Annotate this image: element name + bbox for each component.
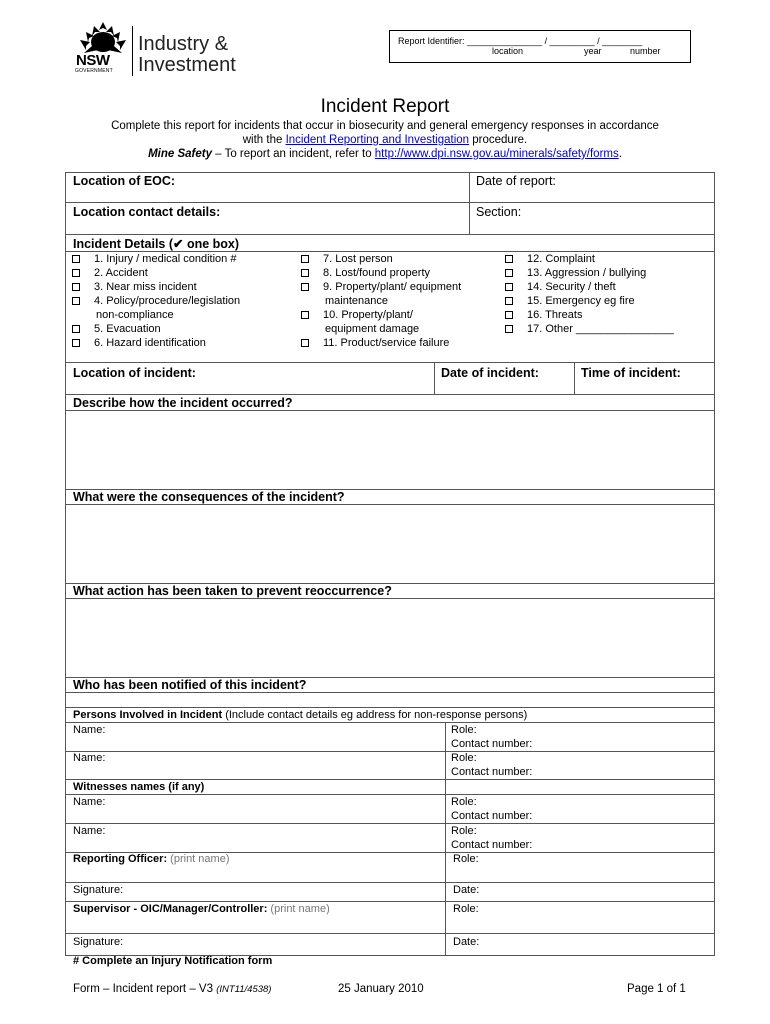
checkbox-injury[interactable]: 1. Injury / medical condition # — [72, 252, 236, 266]
witness-1-contact[interactable]: Contact number: — [451, 810, 533, 822]
checkbox-icon[interactable] — [505, 311, 513, 319]
person-1-role[interactable]: Role: — [451, 724, 477, 736]
witness-2-name[interactable]: Name: — [73, 825, 106, 837]
date-incident-label[interactable]: Date of incident: — [441, 366, 539, 380]
location-contact-label: Location contact details: — [73, 205, 221, 219]
checkbox-icon[interactable] — [72, 297, 80, 305]
supervisor-field[interactable]: Supervisor - OIC/Manager/Controller: (print name) — [73, 903, 330, 915]
person-2-contact[interactable]: Contact number: — [451, 766, 533, 778]
reporting-officer-field[interactable]: Reporting Officer: (print name) — [73, 853, 230, 865]
reporting-officer-signature[interactable]: Signature: — [73, 884, 124, 896]
nsw-wordmark: NSW — [76, 52, 110, 69]
logo-divider — [132, 26, 133, 76]
witness-1-role[interactable]: Role: — [451, 796, 477, 808]
witness-1-name[interactable]: Name: — [73, 796, 106, 808]
location-eoc-label: Location of EOC: — [73, 174, 176, 188]
checkbox-policy[interactable]: 4. Policy/procedure/legislation — [72, 294, 240, 308]
checkbox-emergency[interactable]: 15. Emergency eg fire — [505, 294, 635, 308]
page-title: Incident Report — [320, 96, 450, 117]
person-1-contact[interactable]: Contact number: — [451, 738, 533, 750]
checkbox-icon[interactable] — [301, 339, 309, 347]
checkbox-maintenance[interactable]: 9. Property/plant/ equipment — [301, 280, 461, 294]
intro-line-3: Mine Safety – To report an incident, refer to http://www.dpi.nsw.gov.au/minerals/safety/forms. — [148, 148, 622, 160]
checkbox-lost-property[interactable]: 8. Lost/found property — [301, 266, 430, 280]
checkbox-lost-person[interactable]: 7. Lost person — [301, 252, 393, 266]
checkbox-icon[interactable] — [301, 255, 309, 263]
injury-note: # Complete an Injury Notification form — [73, 955, 273, 967]
persons-involved-heading: Persons Involved in Incident (Include contact details eg address for non-response persons) — [73, 709, 528, 721]
action-heading: What action has been taken to prevent reoccurrence? — [73, 584, 392, 598]
checkbox-threats[interactable]: 16. Threats — [505, 308, 582, 322]
witness-2-role[interactable]: Role: — [451, 825, 477, 837]
government-label: GOVERNMENT — [75, 68, 113, 74]
checkbox-aggression[interactable]: 13. Aggression / bullying — [505, 266, 646, 280]
maintenance-continuation: maintenance — [325, 295, 388, 307]
checkbox-icon[interactable] — [301, 269, 309, 277]
checkbox-security[interactable]: 14. Security / theft — [505, 280, 616, 294]
checkbox-other[interactable]: 17. Other ________________ — [505, 322, 674, 336]
report-identifier-label: Report Identifier: _______________ / _________ / ________ — [398, 36, 643, 46]
checkbox-icon[interactable] — [505, 283, 513, 291]
checkbox-icon[interactable] — [301, 283, 309, 291]
year-caption: year — [584, 46, 602, 56]
checkbox-icon[interactable] — [72, 325, 80, 333]
intro-line-2: with the Incident Reporting and Investigation procedure. — [242, 134, 528, 146]
time-incident-label[interactable]: Time of incident: — [581, 366, 681, 380]
describe-heading: Describe how the incident occurred? — [73, 396, 293, 410]
witnesses-heading: Witnesses names (if any) — [73, 781, 205, 793]
damage-continuation: equipment damage — [325, 323, 420, 335]
supervisor-role[interactable]: Role: — [453, 903, 479, 915]
section-label[interactable]: Section: — [476, 205, 522, 219]
supervisor-signature[interactable]: Signature: — [73, 936, 124, 948]
number-caption: number — [630, 46, 661, 56]
supervisor-date[interactable]: Date: — [453, 936, 480, 948]
mine-safety-forms-link[interactable]: http://www.dpi.nsw.gov.au/minerals/safety/forms — [374, 148, 619, 160]
checkbox-icon[interactable] — [505, 269, 513, 277]
checkbox-damage[interactable]: 10. Property/plant/ — [301, 308, 413, 322]
checkbox-icon[interactable] — [505, 255, 513, 263]
checkbox-accident[interactable]: 2. Accident — [72, 266, 148, 280]
incident-details-heading: Incident Details (✔ one box) — [73, 237, 240, 251]
footer-form-name: Form – Incident report – V3 (INT11/4538) — [73, 983, 272, 995]
location-caption: location — [492, 46, 524, 56]
action-field[interactable] — [66, 599, 714, 677]
consequences-field[interactable] — [66, 505, 714, 583]
checkbox-near-miss[interactable]: 3. Near miss incident — [72, 280, 197, 294]
notified-heading: Who has been notified of this incident? — [73, 678, 307, 692]
checkbox-icon[interactable] — [505, 325, 513, 333]
location-incident-label[interactable]: Location of incident: — [73, 366, 196, 380]
footer-page-number: Page 1 of 1 — [627, 983, 686, 995]
department-name: Industry & Investment — [138, 33, 236, 76]
person-2-role[interactable]: Role: — [451, 752, 477, 764]
checkbox-complaint[interactable]: 12. Complaint — [505, 252, 595, 266]
witness-2-contact[interactable]: Contact number: — [451, 839, 533, 851]
checkbox-icon[interactable] — [72, 269, 80, 277]
checkbox-icon[interactable] — [72, 255, 80, 263]
checkbox-hazard[interactable]: 6. Hazard identification — [72, 336, 206, 350]
nsw-logo — [72, 20, 257, 82]
incident-procedure-link[interactable]: Incident Reporting and Investigation — [285, 134, 470, 146]
checkbox-icon[interactable] — [72, 339, 80, 347]
checkbox-icon[interactable] — [72, 283, 80, 291]
consequences-heading: What were the consequences of the incident? — [73, 490, 345, 504]
person-1-name[interactable]: Name: — [73, 724, 106, 736]
footer-date: 25 January 2010 — [338, 983, 424, 995]
person-2-name[interactable]: Name: — [73, 752, 106, 764]
date-of-report-label[interactable]: Date of report: — [476, 174, 556, 188]
reporting-officer-date[interactable]: Date: — [453, 884, 480, 896]
policy-continuation: non-compliance — [96, 309, 174, 321]
checkbox-service-failure[interactable]: 11. Product/service failure — [301, 336, 449, 350]
reporting-officer-role[interactable]: Role: — [453, 853, 479, 865]
report-identifier-box[interactable] — [389, 30, 691, 63]
intro-line-1: Complete this report for incidents that occur in biosecurity and general emergency responses in accordance — [111, 120, 659, 132]
checkbox-icon[interactable] — [301, 311, 309, 319]
checkbox-evacuation[interactable]: 5. Evacuation — [72, 322, 161, 336]
checkbox-icon[interactable] — [505, 297, 513, 305]
describe-field[interactable] — [66, 411, 714, 489]
notified-field[interactable] — [66, 693, 714, 707]
waratah-icon — [74, 20, 132, 54]
